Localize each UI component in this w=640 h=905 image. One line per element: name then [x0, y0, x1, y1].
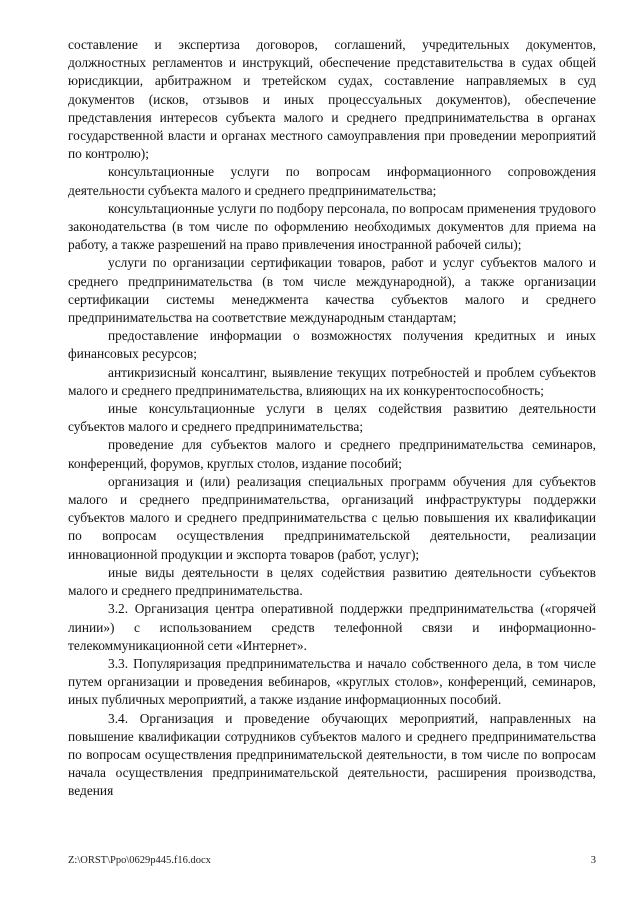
paragraph: 3.3. Популяризация предпринимательства и начало собственного дела, в том числе путем организации и проведения вебинаров, «круглых столов», конференций, семинаров, иных публичных мероприятий, а также издание информационных пособий. [68, 655, 596, 708]
page-footer [68, 855, 596, 869]
paragraph: иные консультационные услуги в целях содействия развитию деятельности субъектов малого и среднего предпринимательства; [68, 401, 596, 435]
file-path: Z:\ORST\Ppo\0629p445.f16.docx [68, 855, 211, 866]
paragraph: антикризисный консалтинг, выявление текущих потребностей и проблем субъектов малого и среднего предпринимательства, влияющих на их конкурентоспособность; [68, 364, 596, 398]
page-number: 3 [590, 855, 596, 866]
paragraph: предоставление информации о возможностях получения кредитных и иных финансовых ресурсов; [68, 328, 596, 362]
paragraph: консультационные услуги по подбору персонала, по вопросам применения трудового законодательства (в том числе по оформлению необходимых документов для приема на работу, а также разрешений на право привлечения иностранной рабочей силы); [68, 200, 596, 253]
paragraph: иные виды деятельности в целях содействия развитию деятельности субъектов малого и среднего предпринимательства. [68, 564, 596, 599]
paragraph: консультационные услуги по вопросам информационного сопровождения деятельности субъекта малого и среднего предпринимательства; [68, 164, 596, 198]
document-body [68, 36, 596, 801]
paragraph: 3.4. Организация и проведение обучающих мероприятий, направленных на повышение квалификации сотрудников субъектов малого и среднего предпринимательства по вопросам осуществления предпринимательской деятельности, в том числе по вопросам начала осуществления предпринимательской деятельности, расширения производства, ведения [68, 710, 596, 799]
paragraph: 3.2. Организация центра оперативной поддержки предпринимательства («горячей линии») с использованием средств телефонной связи и информационно-телекоммуникационной сети «Интернет». [68, 601, 596, 653]
paragraph: услуги по организации сертификации товаров, работ и услуг субъектов малого и среднего предпринимательства (в том числе международной), а также организации сертификации системы менеджмента качества субъектов малого и среднего предпринимательства на соответствие международным стандартам; [68, 255, 596, 326]
paragraph: составление и экспертиза договоров, соглашений, учредительных документов, должностных регламентов и инструкций, обеспечение представительства в судах общей юрисдикции, арбитражном и третейском судах, составление направляемых в суд документов (исков, отзывов и иных процессуальных документов), обеспечение представления интересов субъекта малого и среднего предпринимательства в органах государственной власти и органах местного самоуправления при проведении мероприятий по контролю); [68, 37, 596, 162]
paragraph: организация и (или) реализация специальных программ обучения для субъектов малого и среднего предпринимательства, организаций инфраструктуры поддержки субъектов малого и среднего предпринимательства с целью повышения их квалификации по вопросам осуществления предпринимательской деятельности, реализации инновационной продукции и экспорта товаров (работ, услуг); [68, 473, 596, 562]
paragraph: проведение для субъектов малого и среднего предпринимательства семинаров, конференций, форумов, круглых столов, издание пособий; [68, 437, 596, 471]
